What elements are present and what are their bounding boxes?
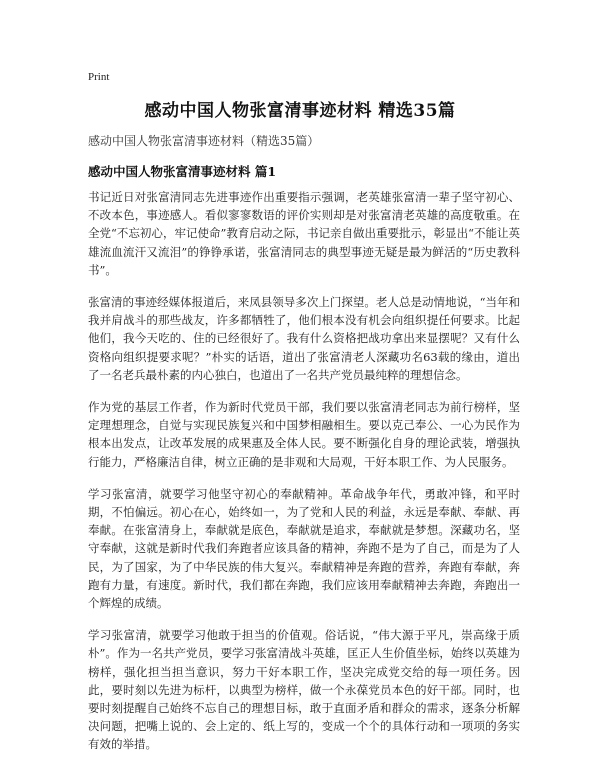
paragraph-4: 学习张富清，就要学习他坚守初心的奉献精神。革命战争年代，勇敢冲锋，和平时期，不怕偏远。初心在心，始终如一，为了党和人民的利益，永远是奉献、奉献、再奉献。在张富清身上，奉献就是底色，奉献就是追求，奉献就是梦想。深藏功名，坚守奉献，这就是新时代我们奔跑者应该具备的精神，奔跑不是为了自己，而是为了人民，为了国家，为了中华民族的伟大复兴。奉献精神是奔跑的营养，奔跑有奉献，奔跑有力量，有速度。新时代，我们都在奔跑，我们应该用奉献精神去奔跑，奔跑出一个辉煌的成绩。 — [88, 486, 520, 611]
article-body — [88, 188, 520, 768]
paragraph-3: 作为党的基层工作者，作为新时代党员干部，我们要以张富清老同志为前行榜样，坚定理想理念，自觉与实现民族复兴和中国梦相融相生。要以克己奉公、一心为民作为根本出发点，让改革发展的成果惠及全体人民。要不断强化自身的理论武装，增强执行能力，严格廉洁自律，树立正确的是非观和大局观，干好本职工作、为人民服务。 — [88, 400, 520, 469]
document-title: 感动中国人物张富清事迹材料 精选35篇 — [144, 101, 456, 121]
document-subtitle: 感动中国人物张富清事迹材料（精选35篇） — [88, 134, 320, 148]
paragraph-2: 张富清的事迹经媒体报道后，来凤县领导多次上门探望。老人总是动情地说，“当年和我并肩战斗的那些战友，许多都牺牲了，他们根本没有机会向组织提任何要求。比起他们，我今天吃的、住的已经很好了。我有什么资格把战功拿出来显摆呢？又有什么资格向组织提要求呢？”朴实的话语，道出了张富清老人深藏功名63载的缘由，道出了一名老兵最朴素的内心独白，也道出了一名共产党员最纯粹的理想信念。 — [88, 295, 520, 382]
print-label[interactable]: Print — [88, 71, 110, 83]
paragraph-5: 学习张富清，就要学习他敢于担当的价值观。俗话说，“伟大源于平凡，崇高缘于质朴”。作为一名共产党员，要学习张富清战斗英雄，匡正人生价值坐标，始终以英雄为榜样，强化担当担当意识，努力干好本职工作，坚决完成党交给的每一项任务。因此，要时刻以先进为标杆，以典型为榜样，做一个永葆党员本色的好干部。同时，也要时刻提醒自己始终不忘自己的理想目标，敢于直面矛盾和群众的需求，逐条分析解决问题，把嘴上说的、会上定的、纸上写的，变成一个个的具体行动和一项项的务实有效的举措。 — [88, 628, 520, 752]
section-heading: 感动中国人物张富清事迹材料 篇1 — [88, 164, 277, 179]
paragraph-1: 书记近日对张富清同志先进事迹作出重要指示强调，老英雄张富清一辈子坚守初心、不改本色，事迹感人。看似寥寥数语的评价实则却是对张富清老英雄的高度敬重。在全党“不忘初心，牢记使命”教育启动之际，书记亲自做出重要批示，彰显出“不能让英雄流血流汗又流泪”的铮铮承诺，张富清同志的典型事迹无疑是最为鲜活的“历史教科书”。 — [88, 190, 520, 277]
